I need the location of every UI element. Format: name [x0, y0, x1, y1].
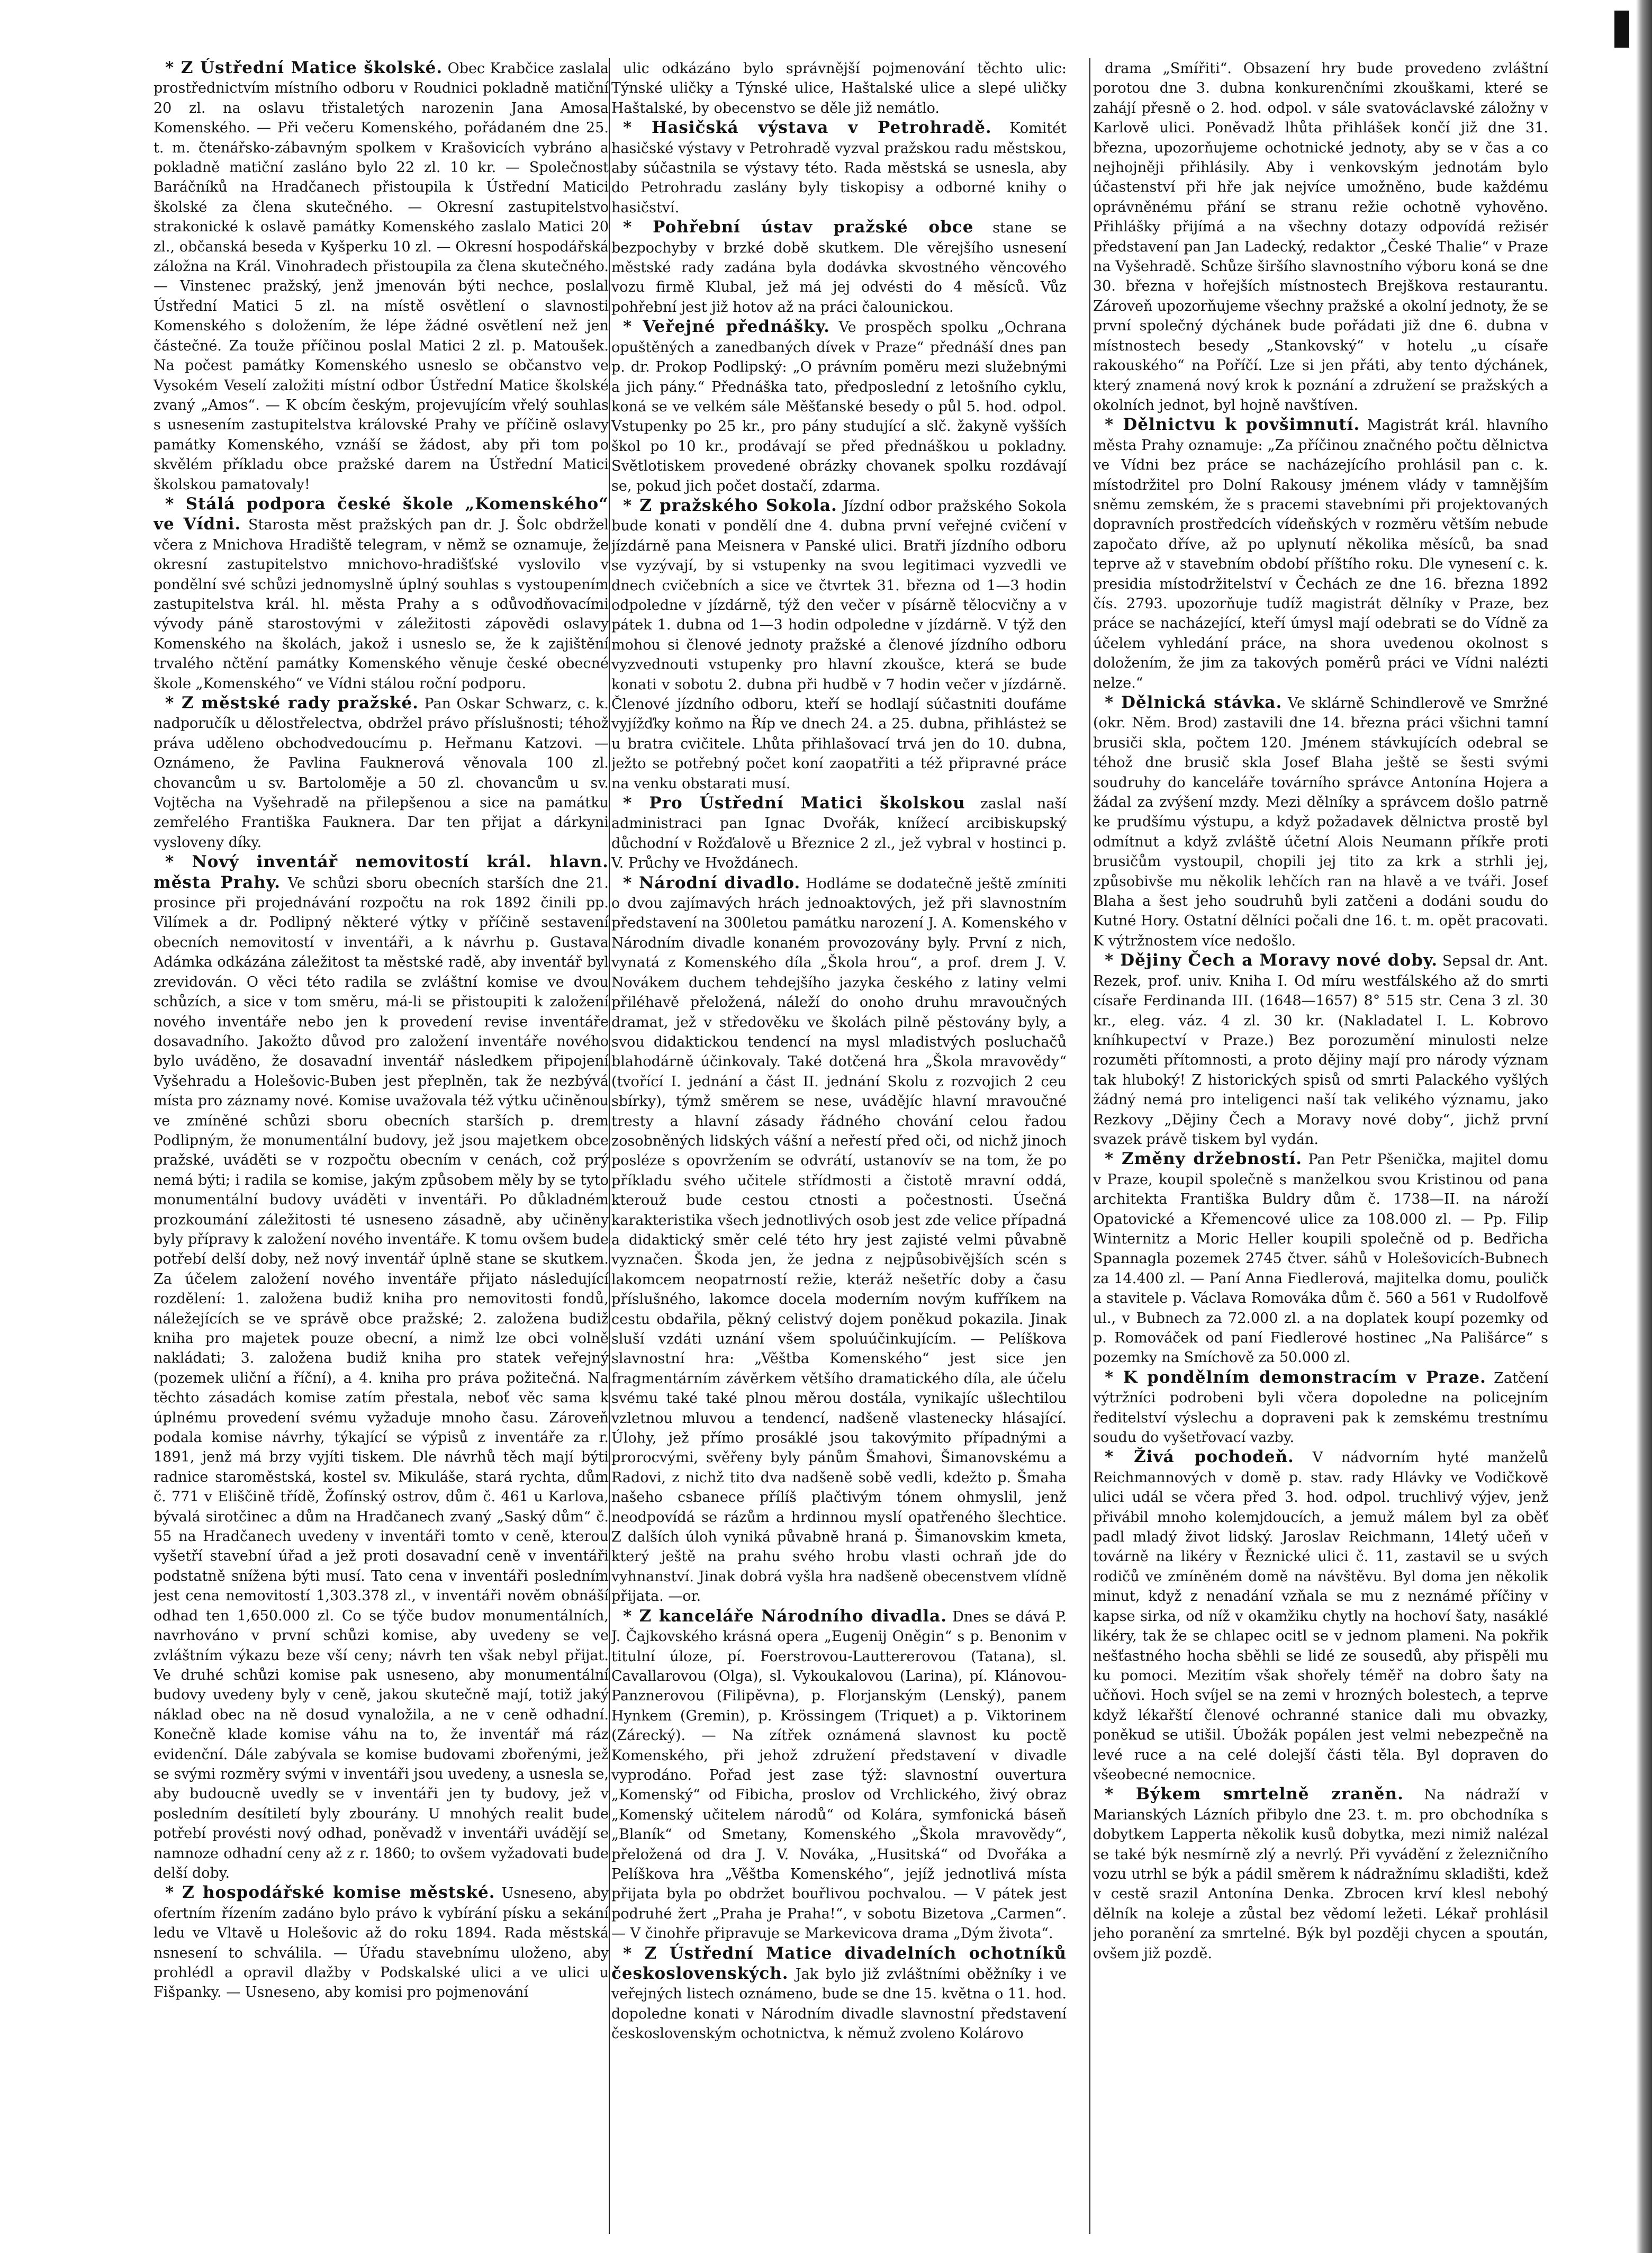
article: [611, 794, 1067, 873]
article-body: Na nádraží v Marianských Lázních přibylo dne 23. t. m. pro obchodníka s dobytkem Lapperta několik kusů dobytka, mezi nimiž nalézal se také býk nesmírně zlý a nevrlý. Při vyvádění z železničního vozu utrhl se býk a pádil směrem k nádražnímu skladišti, kdež v cestě srazil Antonína Denka. Zbrocen krví klesl nebohý dělník na koleje a zůstal bez vědomí ležeti. Lékař prohlásil jeho poranění za smrtelné. Býk byl později chycen a spoután, ovšem již pozdě.: [1093, 1787, 1548, 1962]
article: [1093, 1368, 1548, 1448]
article-headline: * Z kanceláře Národního divadla.: [623, 1606, 947, 1626]
article-body: Usneseno, aby ofertním řízením zadáno bylo právo k vybírání písku a sekání ledu ve Vltavě u Holešovic až do roku 1894. Rada městská nsnesení to schválila. — Úřadu stavebnímu uloženo, aby prohlédl a opravil dlažby v Podskalské ulici a ve ulici u Fišpanky. — Usneseno, aby komisi pro pojmenování: [154, 1885, 609, 2001]
article-headline: * Stálá podpora české škole „Komenského“ ve Vídni.: [154, 494, 609, 534]
article-headline: * Z hospodářské komise městské.: [165, 1883, 495, 1903]
scan-edge: [1636, 0, 1652, 2253]
article: [611, 58, 1067, 118]
article-body: Sepsal dr. Ant. Rezek, prof. univ. Kniha I. Od míru westfálského až do smrti císaře Ferdinanda III. (1648—1657) 8° 515 str. Cena 3 zl. 30 kr., eleg. váz. 4 zl. 30 kr. (Nakladatel I. L. Kobrovo kníhkupectví v Praze.) Bez porozumění minulosti nelze rozuměti přítomnosti, a proto dějiny mají pro národy význam tak hluboký! Z historických spisů od smrti Palackého vyšlých žádný nemá pro inteligenci naší tak velikého významu, jako Rezkovy „Dějiny Čech a Moravy nové doby“, jichž první svazek právě tiskem byl vydán.: [1093, 953, 1548, 1148]
article: [1093, 1785, 1548, 1963]
article-headline: * Z Ústřední Matice školské.: [165, 58, 443, 77]
article-body: Jak bylo již zvláštními oběžníky i ve veřejných listech oznámeno, bude se dne 15. května o 11. hod. dopoledne konati v Národním divadle slavnostní představení československým ochotnictva, k němuž zvoleno Kolárovo: [611, 1966, 1067, 2042]
article-headline: * Změny držebností.: [1105, 1149, 1302, 1169]
article-body: zaslal naší administraci pan Ignac Dvořák, knížecí arcibiskupský důchodní v Rožďalově u Březnice 2 zl., jež vybral v hostinci p. V. Průchy ve Hvoždánech.: [611, 796, 1067, 872]
article-body: Ve prospěch spolku „Ochrana opuštěných a zanedbaných dívek v Praze“ přednáší dnes pan p. dr. Prokop Podlipský: „O právním poměru mezi služebnými a jich pány.“ Přednáška tato, předposlední z letošního cyklu, koná se ve velkém sále Měšťanské besedy o půl 5. hod. odpol. Vstupenky po 25 kr., pro pány studující a slč. žakyně vyšších škol po 10 kr., prodávají se před přednáškou u pokladny. Světlotiskem provedené obrázky chovanek spolku rozdávají se, pokud jich počet dostačí, zdarma.: [611, 319, 1067, 494]
article: [611, 118, 1067, 218]
article: [1093, 1447, 1548, 1785]
article-body: ulic odkázáno bylo správnější pojmenování těchto ulic: Týnské uličky a Týnské ulice, Haštalské ulice a slepé uličky Haštalské, by obecenstvo se děle již nemátlo.: [611, 60, 1067, 116]
article: [1093, 415, 1548, 693]
article-body: Obec Krabčice zaslala prostřednictvím místního odboru v Roudnici pokladně matiční 20 zl. na oslavu třistaletých narozenin Jana Amosa Komenského. — Při večeru Komenského, pořádaném dne 25. t. m. čtenářsko-zábavným spolkem v Krašovicích vybráno a pokladně matiční zasláno bylo 22 zl. 10 kr. — Společnost Baráčníků na Hradčanech přistoupila k Ústřední Matici školské za člena skutečného. — Okresní zastupitelstvo strakonické k oslavě památky Komenského zaslalo Matici 20 zl., občanská beseda v Kyšperku 10 zl. — Okresní hospodářská záložna na Král. Vinohradech přistoupila za člena skutečného. — Vinstenec pražský, jenž jmenován býti nechce, poslal Ústřední Matici 5 zl. na místě osvětlení o slavnosti Komenského s doložením, že lépe žádné osvětlení než jen částečné. Za touže příčinou poslal Matici 2 zl. p. Matoušek. Na počest památky Komenského usneslo se občanstvo ve Vysokém Veselí založiti místní odbor Ústřední Matice školské zvaný „Amos“. — K obcím českým, projevujícím vřelý souhlas s usnesením zastupitelstva královské Prahy ve příčině oslavy památky Komenského, vznáší se žádost, aby při tom po skvělém příkladu obce pražské darem na Ústřední Matici školskou pamatovaly!: [154, 60, 609, 493]
column-rule: [609, 58, 610, 2234]
article-body: drama „Smířiti“. Obsazení hry bude provedeno zvláštní porotou dne 3. dubna konkurenčními zkouškami, které se zahájí přesně o 2. hod. odpol. v sále svatováclavské záložny v Karlově ulici. Poněvadž lhůta přihlášek končí již dne 31. března, upozorňujeme ochotnické jednoty, aby se v čas a co nejhojněji přihlásily. Aby i venkovským jednotám bylo účastenství při hře jak nejvíce umožněno, bude každému oprávněnému přání se stranu režie ochotně vyhověno. Přihlášky přijímá a na všechny dotazy odpovídá režisér představení pan Jan Ladecký, redaktor „České Thalie“ v Praze na Vyšehradě. Schůze širšího slavnostního výboru koná se dne 30. března v hořejších místnostech Brejškova restaurantu. Zároveň upozorňujeme všechny pražské a okolní jednoty, že se první společný dýchánek bude pořádati již dne 6. dubna v místnostech besedy „Stankovský“ v hotelu „u císaře rakouského“ na Poříčí. Lze si jen přáti, aby tento dýchánek, který znamená nový krok k poznání a združení se pražských a okolních jednot, byl hojně navštíven.: [1093, 60, 1548, 413]
article: [154, 1883, 609, 2002]
article-body: Dnes se dává P. J. Čajkovského krásná opera „Eugenij Oněgin“ s p. Benonim v titulní úloze, pí. Foerstrovou-Lauttererovou (Tatana), sl. Cavallarovou (Olga), sl. Vykoukalovou (Larina), pí. Klánovou-Panznerovou (Filipěvna), p. Florjanským (Lenský), panem Hynkem (Gremin), p. Krössingem (Triquet) a p. Viktorinem (Zárecký). — Na zítřek oznámená slavnost ku poctě Komenského, při jehož združení představení v divadle vyprodáno. Pořad jest zase týž: slavnostní ouvertura „Komenský“ od Fibicha, proslov od Vrchlického, živý obraz „Komenský učitelem národů“ od Kolára, symfonická báseň „Blaník“ od Smetany, Komenského „Škola mravovědy“, přeložená od dra J. V. Nováka, „Husitská“ od Dvořáka a Pelíškova hra „Věštba Komenského“, jejíž jednotlivá místa přijata byla po obdržet bouřlivou pochvalou. — V pátek jest podruhé žert „Praha je Praha!“, v sobotu Bizetova „Carmen“. — V činohře připravuje se Markevicova drama „Dým života“.: [611, 1608, 1067, 1942]
article-headline: * Dělnická stávka.: [1105, 693, 1283, 712]
article-body: Pan Oskar Schwarz, c. k. nadporučík u dělostřelectva, obdržel právo příslušnosti; téhož práva uděleno obchodvedoucímu p. Heřmanu Katzovi. — Oznámeno, že Pavlina Fauknerová věnovala 100 zl. chovancům u sv. Bartoloměje a 50 zl. chovancům u sv. Vojtěcha na Vyšehradě na přilepšenou a sice na památku zemřelého Františka Fauknera. Dar ten přijat a dárkyni vysloveny díky.: [154, 696, 609, 851]
article: [154, 494, 609, 693]
article-headline: * Z městské rady pražské.: [165, 693, 419, 713]
article: [611, 1944, 1067, 2044]
article: [1093, 951, 1548, 1149]
article-headline: * Dělnictvu k povšimnutí.: [1105, 415, 1360, 435]
column-3: [1093, 58, 1548, 2234]
article: [611, 218, 1067, 317]
article-body: Starosta měst pražských pan dr. J. Šolc obdržel včera z Mnichova Hradiště telegram, v němž se oznamuje, že okresní zastupitelstvo mnichovo-hradišťské vyslovilo v pondělní své schůzi jednomyslně úplný souhlas s vystoupením zastupitelstva král. hl. města Prahy a s odůvodňovacími vývody páně starostovými v záležitosti zápovědi oslavy Komenského na školách, jakož i usneslo se, že k zajištění trvalého nčtění památky Komenského věnuje české obecné škole „Komenského“ ve Vídni stálou roční podporu.: [154, 517, 609, 692]
article: [154, 693, 609, 852]
article: [611, 1607, 1067, 1944]
article-headline: * Nový inventář nemovitostí král. hlavn. města Prahy.: [154, 852, 609, 892]
article-body: Ve sklárně Schindlerově ve Smržné (okr. Něm. Brod) zastavili dne 14. března práci všichni tamní brusiči skla, počtem 120. Jménem stávkujících odebral se téhož dne brusič skla Josef Blaha ještě se šesti svými soudruhy do kanceláře továrního správce Antonína Hojera a žádal za zvýšení mzdy. Mezi dělníky a správcem došlo patrně ke prudšímu výstupu, a když požadavek dělnictva prostě byl odmítnut a když zvláště účetní Alois Neumann příkře proti brusičům vystoupil, chopili jej tito za krk a strhli jej, způsobivše mu několik lehčích ran na hlavě a ve tváři. Josef Blaha a šest jeho soudruhů byli zatčeni a dodáni soudu do Kutné Hory. Ostatní dělníci počali dne 16. t. m. opět pracovati. K výtržnostem více nedošlo.: [1093, 695, 1548, 949]
article-body: Ve schůzi sboru obecních starších dne 21. prosince při projednávání rozpočtu na rok 1892 činili pp. Vilímek a dr. Podlipný některé výtky v příčině sestavení obecních nemovitostí v inventáři, a k návrhu p. Gustava Adámka odkázána záležitost ta městské radě, aby inventář byl zrevidován. O věci této radila se zvláštní komise ve dvou schůzích, a sice v tom směru, má-li se přistoupiti k založení nového inventáře nebo jen k provedení revise inventáře dosavadního. Jakožto důvod pro založení inventáře nového bylo uváděno, že dosavadní inventář následkem připojení Vyšehradu a Holešovic-Buben jest přeplněn, tak že nezbývá místa pro záznamy nové. Komise uvažovala též výtku učiněnou ve zmíněné schůzi sboru obecních starších p. drem Podlipným, že monumentální budovy, jež jsou majetkem obce pražské, uváděti se v rozpočtu obecním v cenách, což prý nemá býti; i radila se komise, jakým způsobem měly by se tyto monumentální budovy uváděti v inventáři. Po důkladném prozkoumání záležitosti té usneseno zásadně, aby učiněny byly přípravy k založení nového inventáře. K tomu ovšem bude potřebí delší doby, než nový inventář úplně stane se skutkem. Za účelem založení nového inventáře přijato následující rozdělení: 1. založena budiž kniha pro nemovitosti fondů, náležejících se ve správě obce pražské; 2. založena budiž kniha pro majetek pouze obecní, a nimž lze obci volně nakládati; 3. založena budiž kniha pro statek veřejný (pozemek uliční a říční), a 4. kniha pro práva požitečná. Na těchto zásadách komise zatím přestala, neboť věc sama k úplnému provedení svému vyžaduje mnoho času. Zároveň podala komise návrhy, týkající se výpisů z inventáře za r. 1891, jenž má brzy vyjíti tiskem. Dle návrhů těch mají býti radnice staroměstská, kostel sv. Mikuláše, stará rychta, dům č. 771 v Eliščině třídě, Žofínský ostrov, dům č. 461 u Karlova, bývalá sirotčinec a dům na Hradčanech zvaný „Saský dům“ č. 55 na Hradčanech uvedeny v inventáři tomto v ceně, kterou vyšetří stavební úřad a jež proti dosavadní ceně v inventáři podstatně snížena býti musí. Tato cena v inventáři posledním jest cena nemovitostí 1,303.378 zl., v inventáři nověm obnáší odhad ten 1,650.000 zl. Co se týče budov monumentálních, navrhováno v první schůzi komise, aby uvedeny se ve zvláštním výkazu beze vší ceny; návrh ten však nebyl přijat. Ve druhé schůzi komise pak usneseno, aby monumentální budovy uvedeny byly v ceně, jakou skutečně mají, totiž jaký náklad obec na ně dosud vynaložila, a ne v ceně odhadní. Konečně klade komise váhu na to, že inventář má ráz evidenční. Dále zabývala se komise budovami zbořenými, jež se svými rozměry svými v inventáři jsou uvedeny, a usnesla se, aby budoucně uvedly se v inventáři jen ty budovy, jež v posledním desítiletí byly zbourány. U mnohých realit bude potřebí provésti nový odhad, poněvadž v inventáři uvádějí se namnoze odhadní ceny až z r. 1860; to ovšem vyžadovati bude delší doby.: [154, 875, 609, 1881]
article-headline: * Dějiny Čech a Moravy nové doby.: [1105, 951, 1438, 970]
article-headline: * Hasičská výstava v Petrohradě.: [623, 118, 992, 138]
article: [611, 317, 1067, 496]
column-rule: [1089, 58, 1090, 2234]
article: [1093, 693, 1548, 951]
column-2: [611, 58, 1067, 2234]
article-body: Magistrát král. hlavního města Prahy oznamuje: „Za příčinou značného počtu dělnictva ve Vídni bez práce se nacházejícího prohlásil pan c. k. místodržitel pro Dolní Rakousy jménem vlády v tamnějším sněmu zemském, že s pracemi stavebními při projektovaných dopravních prostředcích vídeňských v rozměru větším nebude započato dříve, až po uplynutí několika měsíců, ba snad teprve až v stavebním období příštího roku. Dle vynesení c. k. presidia místodržitelství v Čechách ze dne 16. března 1892 čís. 2793. upozorňuje tudíž magistrát dělníky v Praze, bez práce se nacházející, kteří úmysl mají odebrati se do Vídně za účelem vyhledání práce, na shora uvedenou okolnost s doložením, že jim za takových poměrů práci ve Vídni nalézti nelze.“: [1093, 417, 1548, 691]
article-body: stane se bezpochyby v brzké době skutkem. Dle věrejšího usnesení městské rady zadána byla dodávka skvostného věncového vozu firmě Klubal, jež má jej odvésti do 4 měsíců. Vůz pohřební jest již hotov až na práci čalounickou.: [611, 220, 1067, 316]
article-headline: * Z pražského Sokola.: [623, 495, 837, 515]
article-headline: * Národní divadlo.: [623, 873, 801, 893]
article-body: V nádvorním hyté manželů Reichmannových v domě p. stav. rady Hlávky ve Vodičkově ulici udál se včera před 3. hod. odpol. truchlivý výjev, jenž přivábil mnoho kolemjdoucích, a jemuž málem byl za oběť padl mladý život lidský. Jaroslav Reichmann, 14letý učeň v továrně na likéry v Řeznické ulici č. 11, zastavil se u svých rodičů ve zmíněném domě na návštěvu. Byl doma jen několik minut, když z nenadání vzňala se mu z neznámé příčiny v kapse sirka, od níž v okamžiku chytly na hochoví šaty, nasáklé likéry, tak že se chlapec ocitl se v jednom plameni. Na pokřik nešťastného hocha sběhli se lidé ze sousedů, aby přispěli mu ku pomoci. Mezitím však shořely téměř na dobro šaty na učňovi. Hoch svíjel se na zemi v hrozných bolestech, a teprve když lékařští členové ochranné stanice dali mu obvazky, poněkud se utišil. Úbožák popálen jest velmi nebezpečně na levé ruce a na celé dolejší části těla. Byl dopraven do všeobecné nemocnice.: [1093, 1449, 1548, 1783]
article-body: Pan Petr Pšenička, majitel domu v Praze, koupil společně s manželkou svou Kristinou od pana architekta Františka Buldry dům č. 1738—II. na nároží Opatovické a Křemencové ulice za 108.000 zl. — Pp. Filip Winternitz a Moric Heller koupili společně od p. Bedřicha Spannagla pozemek 2745 čtver. sáhů v Holešovicích-Bubnech za 14.400 zl. — Paní Anna Fiedlerová, majitelka domu, pouličk a stavitele p. Václava Romováka dům č. 560 a 561 v Rudolfově ul., v Bubnech za 72.000 zl. a na doplatek koupí pozemky od p. Romováček od paní Fiedlerové hostinec „Na Pališárce“ s pozemky na Smíchově za 50.000 zl.: [1093, 1151, 1548, 1366]
article-headline: * Býkem smrtelně zraněn.: [1105, 1785, 1404, 1804]
article: [154, 852, 609, 1883]
article-headline: * Pohřební ústav pražské obce: [623, 218, 974, 237]
article-headline: * Živá pochodeň.: [1105, 1447, 1294, 1467]
article: [1093, 58, 1548, 415]
article-headline: * Veřejné přednášky.: [623, 317, 830, 337]
article-headline: * Pro Ústřední Matici školskou: [623, 794, 965, 813]
article-body: Jízdní odbor pražského Sokola bude konati v pondělí dne 4. dubna první veřejné cvičení v jízdárně pana Meisnera v Panské ulici. Bratři jízdního odboru se vyzývají, by si vstupenky na svou legitimaci vyzvedli ve dnech cvičebních a sice ve čtvrtek 31. března od 1—3 hodin odpoledne v jízdárně, týž den večer v písárně tělocvičny a v pátek 1. dubna od 1—3 hodin odpoledne v jízdárně. V týž den mohou si členové jednoty pražské a členové jízdního odboru vyzvednouti vstupenky pro hlavní zkoušce, která se bude konati v sobotu 2. dubna při hudbě v 7 hodin večer v jízdárně. Členové jízdního odboru, kteří se hodlají súčastniti doufáme vyjížďky koňmo na Říp ve dnech 24. a 25. dubna, přihlásteż se u bratra cvičitele. Lhůta přihlašovací trvá jen do 10. dubna, ježto se potřebný počet koní zaopatřiti a též připravné práce na venku obstarati musí.: [611, 498, 1067, 792]
article-body: Zatčení výtržníci podrobeni byli včera dopoledne na policejním ředitelství výslechu a dopraveni pak k zemskému trestnímu soudu do vyšetřovací vazby.: [1093, 1369, 1548, 1446]
article: [154, 58, 609, 494]
article-headline: * K pondělním demonstracím v Praze.: [1105, 1367, 1486, 1387]
article: [1093, 1149, 1548, 1367]
article-headline: * Z Ústřední Matice divadelních ochotníků československých.: [611, 1943, 1067, 1983]
article: [611, 496, 1067, 794]
scan-mark: [1614, 11, 1629, 48]
article-body: Komitét hasičské výstavy v Petrohradě vyzval pražskou radu městskou, aby súčastnila se výstavy této. Rada městská se usnesla, aby do Petrohradu zaslány byly tiskopisy a odborné knihy o hasičství.: [611, 120, 1067, 216]
article: [611, 873, 1067, 1607]
column-1: [154, 58, 609, 2234]
article-body: Hodláme se dodatečně ještě zmíniti o dvou zajímavých hrách jednoaktových, jež při slavnostním představení na 300letou památku narození J. A. Komenského v Národním divadle konaném provozovány byly. První z nich, vynatá z Komenského díla „Škola hrou“, a prof. drem J. V. Novákem duchem tehdejšího jazyka českého z latiny velmi přiléhavě přeložená, náleží do onoho druhu mravoučných dramat, jež v středověku ve školách pilně pěstovány byly, a svou didaktickou tendencí na mysl mladistvých posluchačů blahodárně účinkovaly. Také dotčená hra „Škola mravovědy“ (tvořící I. jednání a část II. jednání Skolu z rozvojich 2 ceu sbírky), týmž směrem se nese, uvádějíc hlavní mravoučné tresty a hlavní zásady řádného chování celou řadou zosobněných lidských vášní a neřestí před oči, od nichž jinoch posléze s opovržením se odvrátí, ustanovív se na tom, že po příkladu svého učitele střídmosti a čistotě mravní oddá, kterouž bude cestou ctnosti a počestnosti. Úsečná karakteristika všech jednotlivých osob jest zde velice případná a didaktický směr celé této hry jest zajisté velmi půvabně vyznačen. Škoda jen, že jedna z nejpůsobivějších scén s lakomcem neopatrností režie, kteráž nešetříc doby a času příslušného, lakomce docela moderním novým kufříkem na cestu obdařila, pěkný celistvý dojem poněkud pokazila. Jinak sluší vzdáti uznání všem spoluúčinkujícím. — Pelíškova slavnostní hra: „Věštba Komenského“ jest sice jen fragmentárním závěrkem většího dramatického díla, ale účelu svému také také plnou měrou dostála, vynikajíc ušlechtilou vzletnou mluvou a tendencí, nadšeně vlastenecky hlásající. Úlohy, jež přímo prosáklé jsou takovýmito případnými a prorocvými, svěřeny byly pánům Šmahovi, Šimanovskému a Radovi, z nichž tito dva nadšeně sobě vedli, kdežto p. Šmaha našeho csbanece přílíš plačtivým tónem ohmyslil, jenž neodpovídá se rázům a hrdinnou myslí opatřeného šlechtice. Z dalších úloh vyniká půvabně hraná p. Šimanovskim kmeta, který ještě na prahu svého hrobu vlasti ochraň jde do vyhnanství. Jinak dobrá vyšla hra nadšeně obecenstvem vlídně přijata. —or.: [611, 875, 1067, 1605]
